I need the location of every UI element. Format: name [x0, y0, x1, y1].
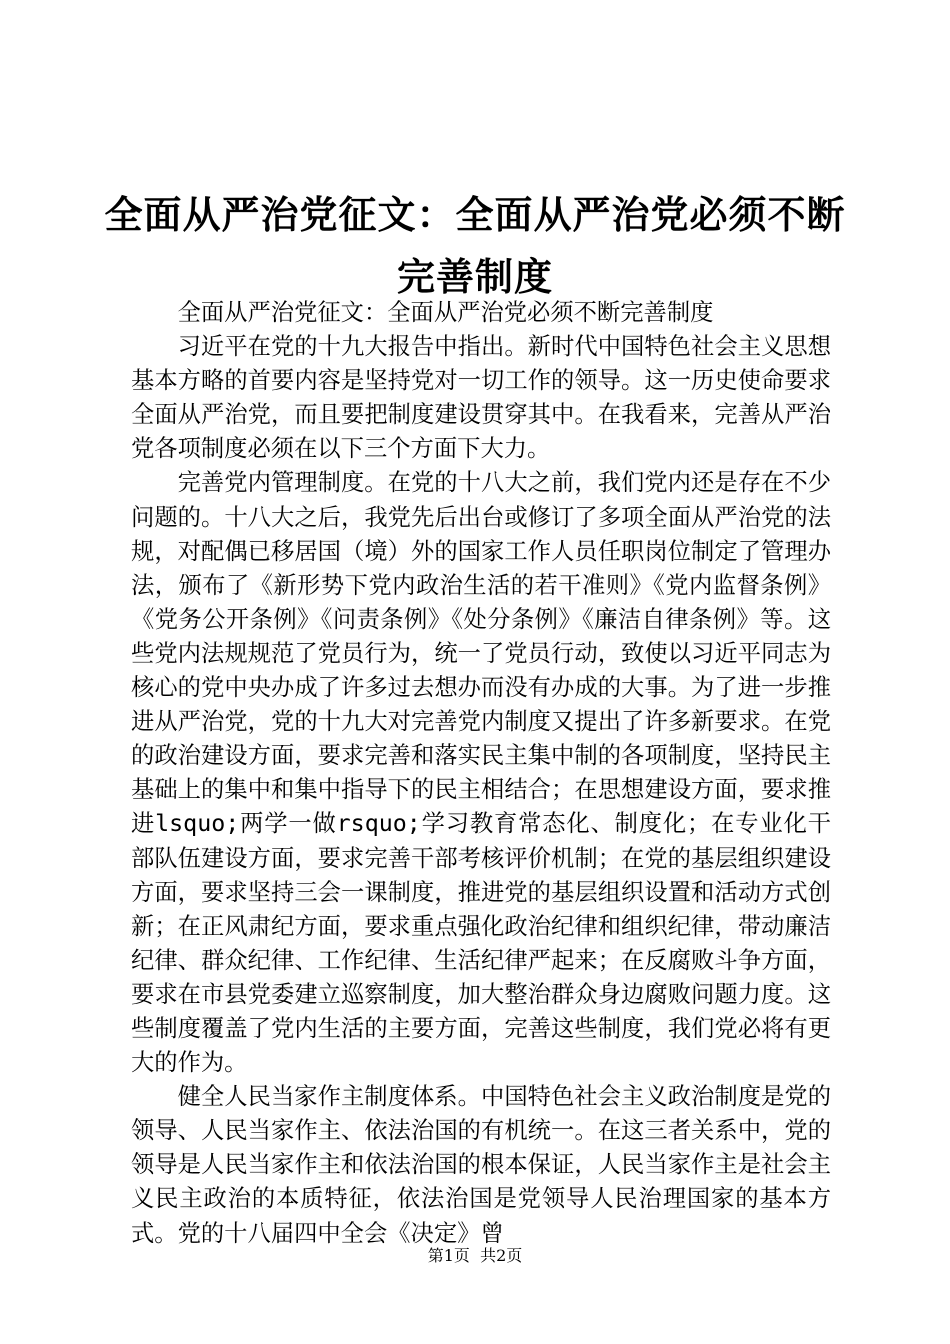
body-paragraph: 习近平在党的十九大报告中指出。新时代中国特色社会主义思想基本方略的首要内容是坚持党对一切工作的领导。这一历史使命要求全面从严治党，而且要把制度建设贯穿其中。在我看来，完善从严治党各项制度必须在以下三个方面下大力。 — [131, 333, 831, 463]
body-paragraph: 完善党内管理制度。在党的十八大之前，我们党内还是存在不少问题的。十八大之后，我党先后出台或修订了多项全面从严治党的法规，对配偶已移居国（境）外的国家工作人员任职岗位制定了管理办法，颁布了《新形势下党内政治生活的若干准则》《党内监督条例》《党务公开条例》《问责条例》《处分条例》《廉洁自律条例》等。这些党内法规规范了党员行为，统一了党员行动，致使以习近平同志为核心的党中央办成了许多过去想办而没有办成的大事。为了进一步推进从严治党，党的十九大对完善党内制度又提出了许多新要求。在党的政治建设方面，要求完善和落实民主集中制的各项制度，坚持民主基础上的集中和集中指导下的民主相结合；在思想建设方面，要求推进lsquo;两学一做rsquo;学习教育常态化、制度化；在专业化干部队伍建设方面，要求完善干部考核评价机制；在党的基层组织建设方面，要求坚持三会一课制度，推进党的基层组织设置和活动方式创新；在正风肃纪方面，要求重点强化政治纪律和组织纪律，带动廉洁纪律、群众纪律、工作纪律、生活纪律严起来；在反腐败斗争方面，要求在市县党委建立巡察制度，加大整治群众身边腐败问题力度。这些制度覆盖了党内生活的主要方面，完善这些制度，我们党必将有更大的作为。 — [131, 469, 831, 1077]
page-total: 共2页 — [480, 1246, 523, 1265]
body-paragraph: 健全人民当家作主制度体系。中国特色社会主义政治制度是党的领导、人民当家作主、依法治国的有机统一。在这三者关系中，党的领导是人民当家作主和依法治国的根本保证，人民当家作主是社会主义民主政治的本质特征，依法治国是党领导人民治理国家的基本方式。党的十八届四中全会《决定》曾 — [131, 1083, 831, 1247]
page-footer — [0, 1246, 950, 1266]
document-body — [131, 296, 831, 1251]
body-paragraph: 全面从严治党征文：全面从严治党必须不断完善制度 — [177, 299, 714, 326]
document-title: 全面从严治党征文：全面从严治党必须不断完善制度 — [104, 192, 846, 299]
page-number: 第1页 — [427, 1246, 470, 1265]
